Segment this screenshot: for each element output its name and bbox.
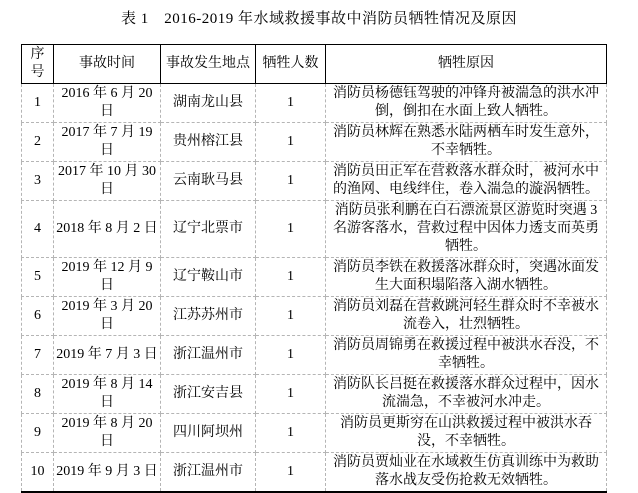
- casualty-table: [21, 44, 607, 493]
- header-no: 序号: [22, 45, 54, 84]
- cell-date: 2017 年 7 月 19 日: [54, 123, 161, 162]
- table-row: [22, 258, 607, 297]
- cell-count: 1: [256, 84, 326, 123]
- cell-cause: 消防员刘磊在营救跳河轻生群众时不幸被水流卷入，壮烈牺牲。: [326, 297, 607, 336]
- cell-cause: 消防员李铁在救援落冰群众时，突遇冰面发生大面积塌陷落入湖水牺牲。: [326, 258, 607, 297]
- table-row: [22, 414, 607, 453]
- cell-no: 9: [22, 414, 54, 453]
- header-location: 事故发生地点: [161, 45, 256, 84]
- table-row: [22, 201, 607, 258]
- cell-no: 1: [22, 84, 54, 123]
- cell-no: 5: [22, 258, 54, 297]
- cell-location: 湖南龙山县: [161, 84, 256, 123]
- cell-date: 2019 年 9 月 3 日: [54, 453, 161, 493]
- cell-location: 辽宁鞍山市: [161, 258, 256, 297]
- table-row: [22, 162, 607, 201]
- cell-no: 4: [22, 201, 54, 258]
- cell-cause: 消防员林辉在熟悉水陆两栖车时发生意外，不幸牺牲。: [326, 123, 607, 162]
- cell-count: 1: [256, 336, 326, 375]
- header-count: 牺牲人数: [256, 45, 326, 84]
- cell-no: 2: [22, 123, 54, 162]
- cell-date: 2019 年 7 月 3 日: [54, 336, 161, 375]
- cell-date: 2019 年 8 月 20 日: [54, 414, 161, 453]
- cell-cause: 消防员周锦勇在救援过程中被洪水吞没，不幸牺牲。: [326, 336, 607, 375]
- table-row: [22, 123, 607, 162]
- cell-location: 浙江温州市: [161, 453, 256, 493]
- cell-count: 1: [256, 297, 326, 336]
- table-header-row: [22, 45, 607, 84]
- cell-no: 3: [22, 162, 54, 201]
- table-row: [22, 453, 607, 493]
- table-row: [22, 84, 607, 123]
- cell-no: 10: [22, 453, 54, 493]
- cell-date: 2018 年 8 月 2 日: [54, 201, 161, 258]
- header-cause: 牺牲原因: [326, 45, 607, 84]
- cell-cause: 消防队长吕挺在救援落水群众过程中，因水流湍急，不幸被河水冲走。: [326, 375, 607, 414]
- cell-location: 辽宁北票市: [161, 201, 256, 258]
- cell-count: 1: [256, 123, 326, 162]
- cell-cause: 消防员贾灿业在水域救生仿真训练中为救助落水战友受伤抢救无效牺牲。: [326, 453, 607, 493]
- cell-no: 7: [22, 336, 54, 375]
- cell-location: 江苏苏州市: [161, 297, 256, 336]
- cell-cause: 消防员田正军在营救落水群众时，被河水中的渔网、电线绊住，卷入湍急的漩涡牺牲。: [326, 162, 607, 201]
- cell-cause: 消防员更斯穷在山洪救援过程中被洪水吞没，不幸牺牲。: [326, 414, 607, 453]
- cell-location: 贵州榕江县: [161, 123, 256, 162]
- cell-no: 8: [22, 375, 54, 414]
- cell-count: 1: [256, 258, 326, 297]
- cell-count: 1: [256, 201, 326, 258]
- table-row: [22, 375, 607, 414]
- cell-count: 1: [256, 375, 326, 414]
- cell-date: 2019 年 3 月 20 日: [54, 297, 161, 336]
- cell-location: 云南耿马县: [161, 162, 256, 201]
- cell-location: 四川阿坝州: [161, 414, 256, 453]
- cell-date: 2019 年 12 月 9 日: [54, 258, 161, 297]
- cell-count: 1: [256, 414, 326, 453]
- cell-cause: 消防员杨德钰驾驶的冲锋舟被湍急的洪水冲倒，倒扣在水面上致人牺牲。: [326, 84, 607, 123]
- table-title: 表 1 2016-2019 年水域救援事故中消防员牺牲情况及原因: [121, 11, 517, 27]
- table-row: [22, 297, 607, 336]
- cell-cause: 消防员张利鹏在白石漂流景区游览时突遇 3 名游客落水，营救过程中因体力透支而英勇牺牲。: [326, 201, 607, 258]
- cell-location: 浙江温州市: [161, 336, 256, 375]
- cell-count: 1: [256, 162, 326, 201]
- cell-location: 浙江安吉县: [161, 375, 256, 414]
- table-row: [22, 336, 607, 375]
- header-date: 事故时间: [54, 45, 161, 84]
- cell-date: 2019 年 8 月 14 日: [54, 375, 161, 414]
- cell-no: 6: [22, 297, 54, 336]
- cell-count: 1: [256, 453, 326, 493]
- cell-date: 2017 年 10 月 30 日: [54, 162, 161, 201]
- cell-date: 2016 年 6 月 20 日: [54, 84, 161, 123]
